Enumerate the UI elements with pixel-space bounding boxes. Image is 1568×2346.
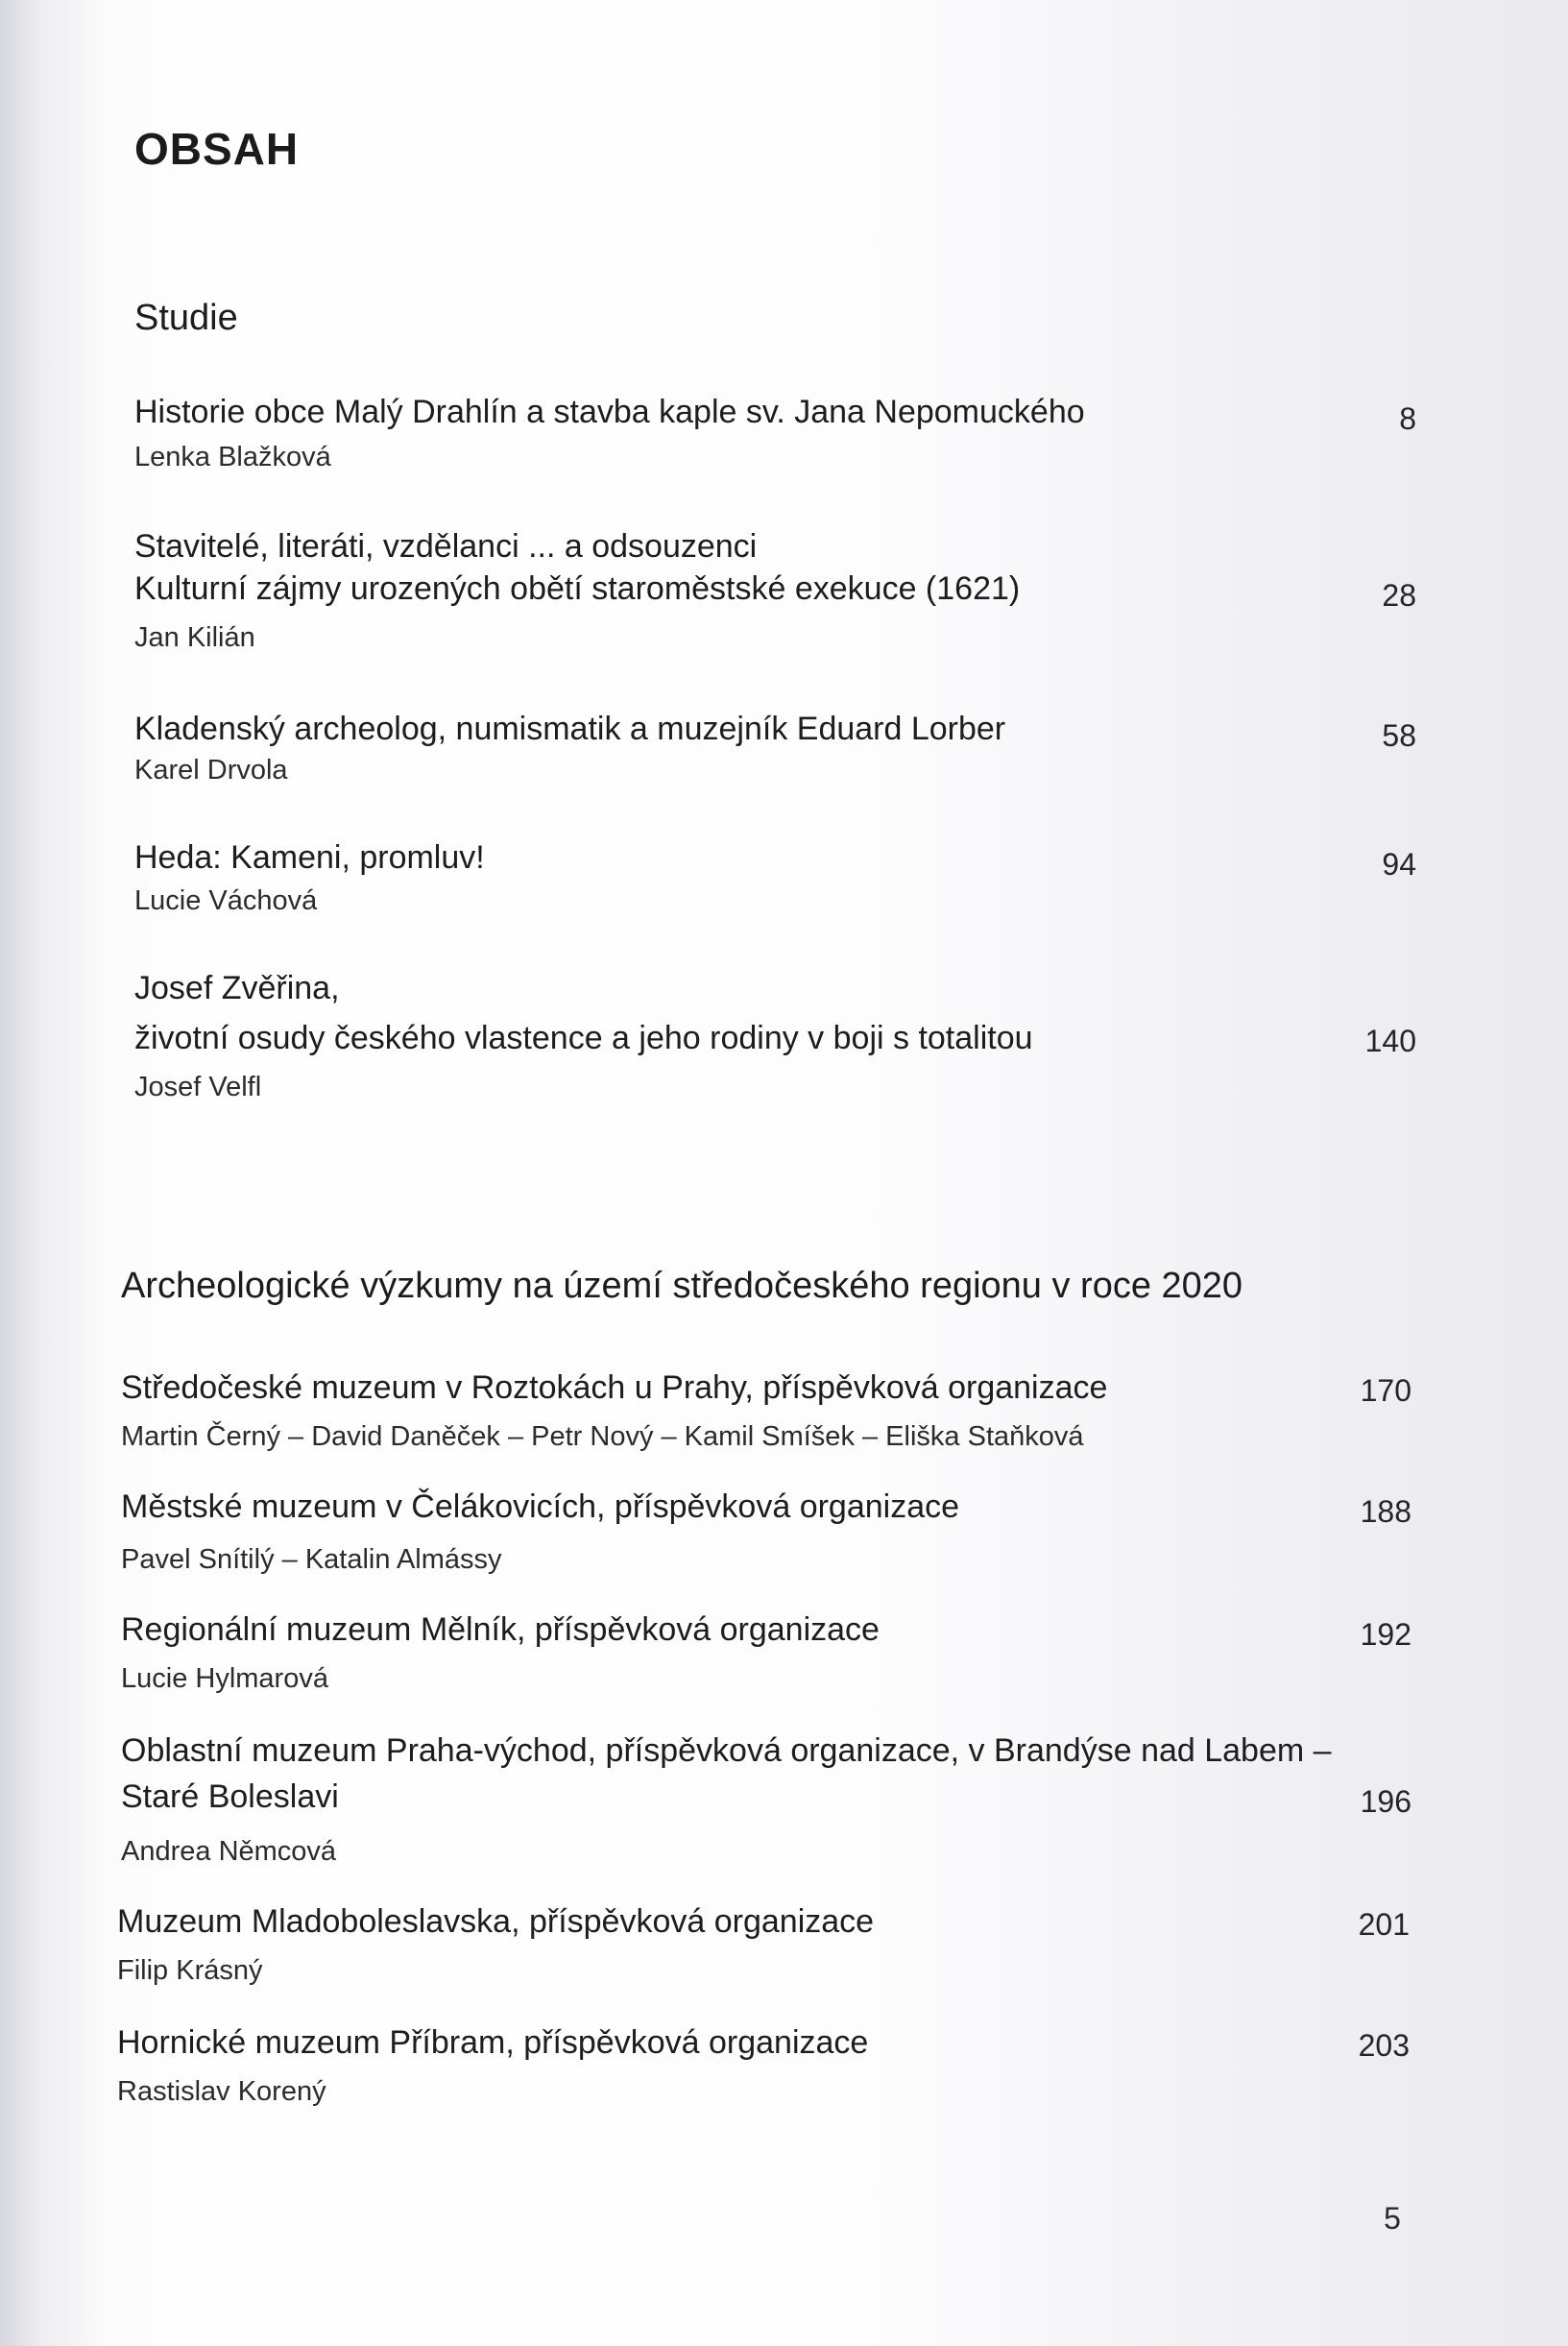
entry-page-number: 140 <box>1364 1024 1416 1058</box>
entry-author: Jan Kilián <box>134 622 255 653</box>
entry-author: Lucie Váchová <box>134 885 318 916</box>
entry-title: Městské muzeum v Čelákovicích, příspěvková organizace <box>121 1488 960 1525</box>
entry-title: Regionální muzeum Mělník, příspěvková organizace <box>121 1611 880 1648</box>
entry-author: Lenka Blažková <box>134 442 331 472</box>
entry-title-line: životní osudy českého vlastence a jeho rodiny v boji s totalitou <box>134 1020 1033 1056</box>
entry-page-number: 170 <box>1360 1373 1411 1408</box>
entry-author: Lucie Hylmarová <box>121 1663 328 1694</box>
entry-title: Muzeum Mladoboleslavska, příspěvková organizace <box>117 1903 875 1940</box>
entry-title: Heda: Kameni, promluv! <box>134 839 485 876</box>
entry-page-number: 192 <box>1360 1617 1411 1652</box>
entry-author: Filip Krásný <box>117 1955 263 1986</box>
entry-author: Pavel Snítilý – Katalin Almássy <box>121 1544 502 1575</box>
page-title: OBSAH <box>134 124 300 174</box>
entry-page-number: 203 <box>1358 2028 1410 2063</box>
entry-title-line: Staré Boleslavi <box>121 1778 339 1815</box>
entry-author: Josef Velfl <box>134 1072 262 1102</box>
entry-page-number: 58 <box>1382 718 1416 753</box>
entry-title-line: Kulturní zájmy urozených obětí staroměstské exekuce (1621) <box>134 570 1021 607</box>
entry-page-number: 188 <box>1360 1494 1411 1529</box>
entry-page-number: 201 <box>1358 1907 1410 1942</box>
entry-author: Andrea Němcová <box>121 1836 337 1867</box>
section-title-studie: Studie <box>134 298 238 338</box>
entry-title: Kladenský archeolog, numismatik a muzejník Eduard Lorber <box>134 711 1006 747</box>
entry-page-number: 8 <box>1399 401 1416 436</box>
entry-page-number: 94 <box>1382 847 1416 882</box>
entry-title-line: Josef Zvěřina, <box>134 970 340 1006</box>
entry-page-number: 196 <box>1360 1784 1411 1819</box>
entry-title-line: Stavitelé, literáti, vzdělanci ... a odsouzenci <box>134 528 758 565</box>
page-number: 5 <box>1384 2201 1401 2236</box>
section-title-archeologicke-vyzkumy: Archeologické výzkumy na území středočeského regionu v roce 2020 <box>121 1266 1243 1306</box>
entry-author: Karel Drvola <box>134 755 288 786</box>
entry-title-line: Oblastní muzeum Praha-východ, příspěvková organizace, v Brandýse nad Labem – <box>121 1732 1332 1769</box>
entry-title: Hornické muzeum Příbram, příspěvková organizace <box>117 2024 869 2061</box>
entry-title: Středočeské muzeum v Roztokách u Prahy, příspěvková organizace <box>121 1369 1108 1406</box>
entry-author: Rastislav Korený <box>117 2076 326 2107</box>
entry-page-number: 28 <box>1382 578 1416 613</box>
entry-title: Historie obce Malý Drahlín a stavba kaple sv. Jana Nepomuckého <box>134 394 1085 430</box>
entry-author: Martin Černý – David Daněček – Petr Nový – Kamil Smíšek – Eliška Staňková <box>121 1421 1084 1452</box>
